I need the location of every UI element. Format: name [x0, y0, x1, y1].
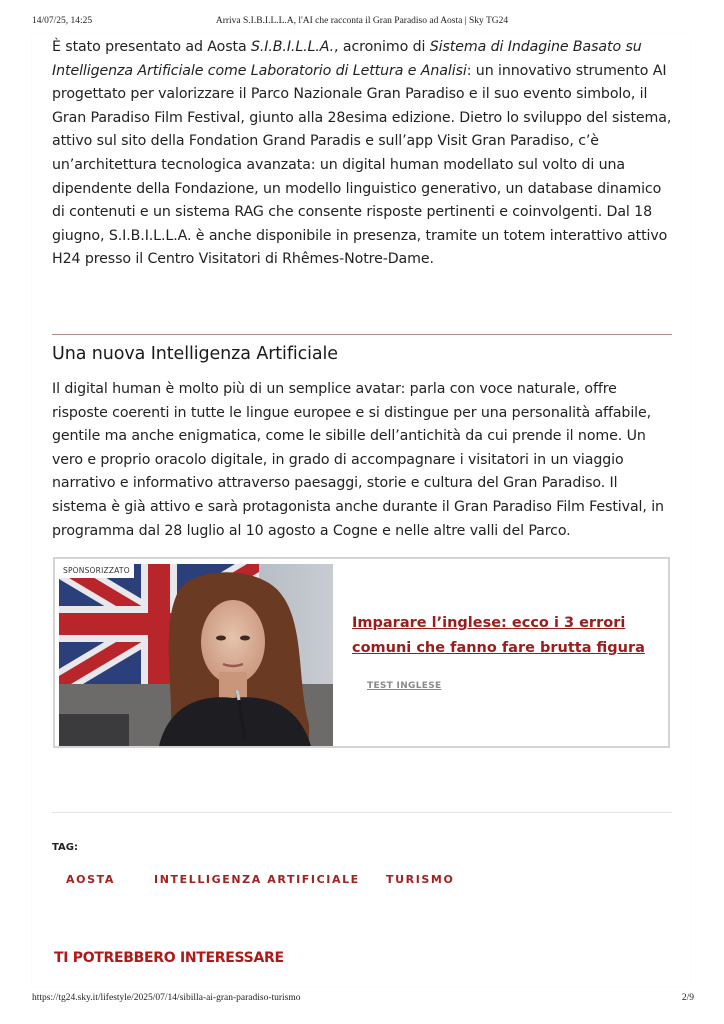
print-url: https://tg24.sky.it/lifestyle/2025/07/14/sibilla-ai-gran-paradiso-turismo: [32, 993, 301, 1003]
print-page-title: Arriva S.I.B.I.L.L.A, l'AI che racconta il Gran Paradiso ad Aosta | Sky TG24: [215, 16, 509, 26]
tag-turismo[interactable]: TURISMO: [386, 873, 455, 886]
para1-text-c: : un innovativo strumento AI progettato per valorizzare il Parco Nazionale Gran Paradiso e il suo evento simbolo, il Gran Paradiso Film Festival, giunto alla 28esima edizione. Dietro lo sviluppo del sistema, attivo sul sito della Fondation Grand Paradis e sull’app Visit Gran Paradiso, c’è un’architettura tecnologica avanzata: un digital human modellato sul volto di una dipendente della Fondazione, un modello linguistico generativo, un database dinamico di contenuti e un sistema RAG che consente risposte pertinenti e coinvolgenti. Dal 18 giugno, S.I.B.I.L.L.A. è anche disponibile in presenza, tramite un totem interattivo attivo H24 presso il Centro Visitatori di Rhêmes-Notre-Dame.: [52, 62, 672, 268]
print-footer: [0, 993, 724, 1007]
section-divider: [52, 334, 672, 335]
sponsored-card[interactable]: [53, 557, 670, 748]
para1-text-a: È stato presentato ad Aosta: [52, 39, 251, 55]
sponsored-image[interactable]: [59, 564, 333, 746]
sponsored-badge: SPONSORIZZATO: [59, 564, 134, 578]
para1-acronym: S.I.B.I.L.L.A.: [250, 39, 335, 55]
sponsored-photo: [59, 564, 333, 746]
para1-acronym-expansion: Sistema di Indagine Basato su Intelligenza Artificiale come Laboratorio di Lettura e Analisi: [52, 39, 642, 79]
tags-label: TAG:: [52, 842, 78, 853]
section-heading: Una nuova Intelligenza Artificiale: [52, 344, 338, 364]
sponsored-link-title[interactable]: Imparare l’inglese: ecco i 3 errori comuni che fanno fare brutta figura: [352, 615, 645, 656]
print-page-number: 2/9: [681, 993, 694, 1003]
print-date: 14/07/25, 14:25: [32, 16, 93, 26]
tag-aosta[interactable]: AOSTA: [66, 873, 115, 886]
article-paragraph-2: Il digital human è molto più di un semplice avatar: parla con voce naturale, offre risposte coerenti in tutte le lingue europee e si distingue per una personalità affabile, gentile ma anche enigmatica, come le sibille dell’antichità da cui prende il nome. Un vero e proprio oracolo digitale, in grado di accompagnare i visitatori in un viaggio narrativo e informativo attraverso paesaggi, storie e cultura del Gran Paradiso. Il sistema è già attivo e sarà protagonista anche durante il Gran Paradiso Film Festival, in programma dal 28 luglio al 10 agosto a Cogne e nelle altre valli del Parco.: [52, 381, 664, 539]
sponsored-source-link[interactable]: TEST INGLESE: [367, 681, 442, 691]
tag-intelligenza-artificiale[interactable]: INTELLIGENZA ARTIFICIALE: [154, 873, 360, 886]
article-paragraph-1: [52, 36, 672, 272]
tags-divider: [52, 812, 672, 813]
print-header: [0, 16, 724, 30]
related-articles-title: TI POTREBBERO INTERESSARE: [54, 950, 284, 966]
para1-text-b: , acronimo di: [334, 39, 430, 55]
